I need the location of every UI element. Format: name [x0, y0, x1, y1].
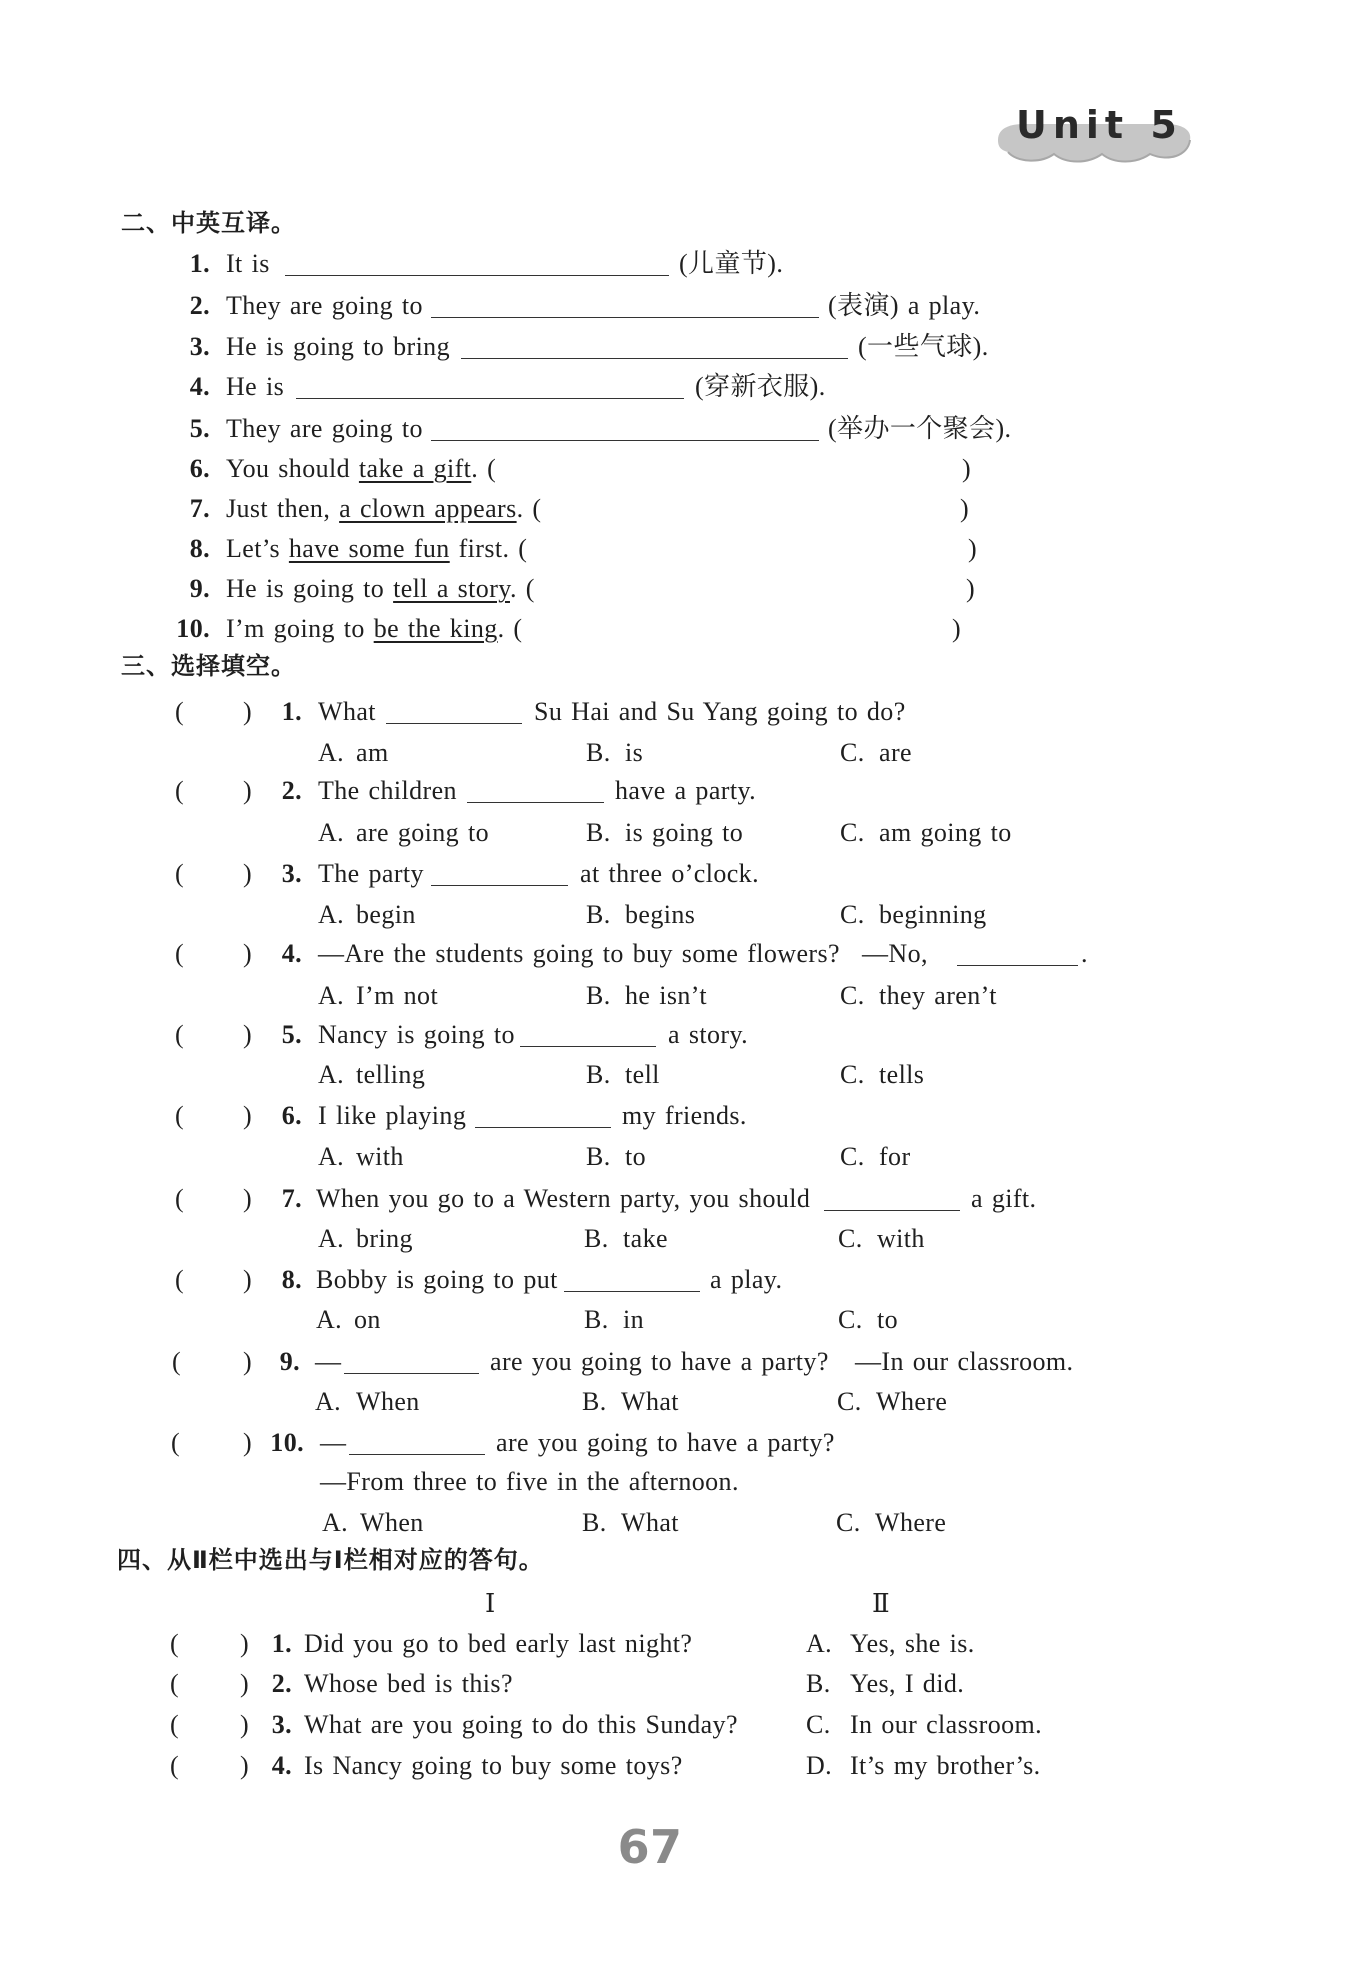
option-text: with	[877, 1224, 925, 1253]
answer-paren-close: )	[243, 776, 253, 805]
question-text-end: my friends.	[622, 1101, 747, 1130]
answer-blank	[475, 1127, 611, 1128]
question-number: 4.	[271, 1751, 292, 1780]
item-number: 4.	[189, 372, 210, 401]
question-text: Bobby is going to put	[316, 1265, 558, 1294]
answer-blank	[467, 802, 604, 803]
item-number: 10.	[176, 614, 210, 643]
option-label: A.	[318, 1224, 345, 1253]
question-number: 2.	[281, 776, 302, 805]
question-text: I like playing	[318, 1101, 467, 1130]
question-number: 3.	[281, 859, 302, 888]
option-label: B.	[584, 1305, 609, 1334]
question-row-continued	[0, 1466, 1350, 1498]
option-text: he isn’t	[625, 981, 707, 1010]
answer-blank	[296, 398, 684, 399]
answer-paren-open: (	[170, 1629, 180, 1658]
question-number: 6.	[281, 1101, 302, 1130]
option-label: B.	[586, 818, 611, 847]
question-number: 1.	[271, 1629, 292, 1658]
answer-paren-close: )	[240, 1629, 250, 1658]
option-label: A.	[318, 818, 345, 847]
question-number: 2.	[271, 1669, 292, 1698]
underlined-phrase: be the king	[373, 614, 498, 643]
option-text: to	[625, 1142, 647, 1171]
option-label: A.	[322, 1508, 349, 1537]
item-sentence	[226, 533, 527, 565]
item-text: They are going to	[226, 291, 423, 320]
answer-paren-open: (	[175, 776, 185, 805]
sentence-start: He is going to	[226, 574, 394, 603]
option-text: are going to	[356, 818, 489, 847]
question-text-end: have a party.	[615, 776, 757, 805]
answer-text: Yes, she is.	[850, 1629, 975, 1658]
option-label: B.	[582, 1508, 607, 1537]
item-text: He is	[226, 372, 285, 401]
option-text: is	[625, 738, 644, 767]
question-text-end: a story.	[668, 1020, 749, 1049]
answer-paren-open: (	[171, 1428, 181, 1457]
question-text: The party	[318, 859, 424, 888]
underlined-phrase: a clown appears	[339, 494, 517, 523]
answer-blank	[285, 275, 669, 276]
response-start: —No,	[862, 939, 928, 968]
item-number: 3.	[189, 332, 210, 361]
answer-paren-open: (	[175, 1265, 185, 1294]
translation-item	[0, 331, 1350, 363]
translation-item	[0, 613, 1350, 645]
answer-paren-close: )	[243, 859, 253, 888]
answer-blank	[824, 1210, 960, 1211]
option-text: I’m not	[356, 981, 439, 1010]
answer-paren-close: )	[243, 1428, 253, 1457]
answer-blank	[520, 1046, 656, 1047]
options-row	[0, 1304, 1350, 1336]
question-row	[0, 1264, 1350, 1296]
answer-text: It’s my brother’s.	[850, 1751, 1041, 1780]
question-number: 8.	[281, 1265, 302, 1294]
item-text: They are going to	[226, 414, 423, 443]
answer-blank	[431, 440, 819, 441]
option-label: B.	[586, 1060, 611, 1089]
option-label: A.	[315, 1387, 342, 1416]
option-text: to	[877, 1305, 899, 1334]
option-label: C.	[836, 1508, 861, 1537]
question-number: 1.	[281, 697, 302, 726]
option-label: A.	[318, 738, 345, 767]
response-text: —In our classroom.	[855, 1347, 1074, 1376]
option-text: begins	[625, 900, 696, 929]
answer-paren-open: (	[170, 1751, 180, 1780]
section4-header	[0, 1544, 1350, 1576]
answer-paren-open: (	[175, 859, 185, 888]
translation-item	[0, 371, 1350, 403]
item-text: He is going to bring	[226, 332, 450, 361]
section3-title: 三、选择填空。	[121, 652, 296, 680]
question-text-end: a play.	[710, 1265, 783, 1294]
translation-item	[0, 453, 1350, 485]
item-number: 6.	[189, 454, 210, 483]
question-text-end: are you going to have a party?	[496, 1428, 835, 1457]
option-text: on	[354, 1305, 381, 1334]
option-label: A.	[318, 981, 345, 1010]
option-label: C.	[840, 1060, 865, 1089]
translation-item	[0, 413, 1350, 445]
sentence-end: . (	[509, 574, 535, 603]
option-text: for	[879, 1142, 911, 1171]
option-label: C.	[840, 981, 865, 1010]
option-label: C.	[840, 1142, 865, 1171]
underlined-phrase: take a gift	[358, 454, 472, 483]
translation-item	[0, 290, 1350, 322]
answer-label: A.	[806, 1629, 833, 1658]
question-number: 7.	[281, 1184, 302, 1213]
section3-header	[0, 650, 1350, 682]
options-row	[0, 737, 1350, 769]
options-row	[0, 817, 1350, 849]
answer-paren-open: (	[175, 939, 185, 968]
option-text: What	[621, 1508, 679, 1537]
sentence-end: . (	[471, 454, 497, 483]
translation-item	[0, 493, 1350, 525]
underlined-phrase: have some fun	[288, 534, 450, 563]
matching-row	[0, 1628, 1350, 1660]
option-text: When	[356, 1387, 420, 1416]
options-row	[0, 1507, 1350, 1539]
answer-text: In our classroom.	[850, 1710, 1043, 1739]
option-text: is going to	[625, 818, 744, 847]
option-text: in	[623, 1305, 645, 1334]
option-text: Where	[875, 1508, 947, 1537]
item-number: 1.	[189, 249, 210, 278]
question-row	[0, 938, 1350, 970]
option-label: C.	[838, 1224, 863, 1253]
answer-paren-open: (	[175, 1101, 185, 1130]
answer-paren-close: )	[243, 1101, 253, 1130]
question-text-end: .	[1081, 939, 1088, 968]
question-text: What	[318, 697, 376, 726]
option-text: they aren’t	[879, 981, 997, 1010]
question-text: —	[320, 1428, 347, 1457]
chinese-hint: (儿童节).	[679, 249, 784, 278]
answer-paren-close: )	[243, 1347, 253, 1376]
sentence-start: You should	[226, 454, 359, 483]
question-text: What are you going to do this Sunday?	[304, 1710, 738, 1739]
options-row	[0, 1386, 1350, 1418]
option-label: A.	[318, 1060, 345, 1089]
option-text: begin	[356, 900, 416, 929]
answer-label: D.	[806, 1751, 833, 1780]
section4-title: 四、从Ⅱ栏中选出与Ⅰ栏相对应的答句。	[117, 1546, 544, 1574]
item-number: 9.	[189, 574, 210, 603]
sentence-end: . (	[516, 494, 542, 523]
section2-header	[0, 207, 1350, 239]
sentence-start: Let’s	[226, 534, 289, 563]
sentence-end: first. (	[449, 534, 528, 563]
question-number: 4.	[281, 939, 302, 968]
item-number: 5.	[189, 414, 210, 443]
option-text: take	[623, 1224, 668, 1253]
answer-paren-close: )	[243, 697, 253, 726]
question-text-end: at three o’clock.	[580, 859, 759, 888]
question-row	[0, 1100, 1350, 1132]
close-paren: )	[960, 494, 970, 523]
option-label: C.	[840, 818, 865, 847]
answer-paren-close: )	[240, 1751, 250, 1780]
close-paren: )	[968, 534, 978, 563]
question-text: Is Nancy going to buy some toys?	[304, 1751, 683, 1780]
answer-paren-open: (	[175, 697, 185, 726]
answer-blank	[349, 1454, 485, 1455]
page-number: 67	[617, 1820, 683, 1874]
translation-item	[0, 248, 1350, 280]
options-row	[0, 1141, 1350, 1173]
option-label: B.	[584, 1224, 609, 1253]
answer-paren-open: (	[172, 1347, 182, 1376]
option-text: bring	[356, 1224, 413, 1253]
underlined-phrase: tell a story	[393, 574, 510, 603]
sentence-start: I’m going to	[226, 614, 374, 643]
section2-title: 二、中英互译。	[121, 209, 296, 237]
question-number: 5.	[281, 1020, 302, 1049]
question-text-end: Su Hai and Su Yang going to do?	[534, 697, 906, 726]
translation-item	[0, 533, 1350, 565]
chinese-hint: (穿新衣服).	[695, 372, 826, 401]
answer-paren-open: (	[170, 1710, 180, 1739]
answer-blank	[564, 1291, 700, 1292]
option-text: telling	[356, 1060, 426, 1089]
item-sentence	[226, 613, 522, 645]
answer-blank	[957, 965, 1078, 966]
answer-paren-open: (	[175, 1020, 185, 1049]
option-text: beginning	[879, 900, 987, 929]
answer-label: C.	[806, 1710, 831, 1739]
question-text-end: a gift.	[971, 1184, 1037, 1213]
option-text: When	[360, 1508, 424, 1537]
option-label: C.	[837, 1387, 862, 1416]
options-row	[0, 1059, 1350, 1091]
option-text: am going to	[879, 818, 1012, 847]
unit-title: Unit 5	[1016, 103, 1183, 147]
answer-paren-open: (	[170, 1669, 180, 1698]
answer-paren-close: )	[243, 939, 253, 968]
sentence-start: Just then,	[226, 494, 340, 523]
question-row	[0, 1346, 1350, 1378]
answer-blank	[431, 317, 819, 318]
chinese-hint: (表演) a play.	[828, 291, 981, 320]
answer-blank	[344, 1373, 479, 1374]
column-ii-heading: Ⅱ	[872, 1589, 891, 1619]
question-row	[0, 1019, 1350, 1051]
answer-paren-close: )	[243, 1020, 253, 1049]
question-text-end: are you going to have a party?	[490, 1347, 829, 1376]
item-sentence	[226, 493, 541, 525]
close-paren: )	[952, 614, 962, 643]
option-label: C.	[840, 900, 865, 929]
item-text: It is	[226, 249, 270, 278]
question-text: When you go to a Western party, you should	[316, 1184, 811, 1213]
answer-blank	[461, 358, 848, 359]
question-row	[0, 696, 1350, 728]
sentence-end: . (	[497, 614, 523, 643]
option-text: tells	[879, 1060, 925, 1089]
question-text: Nancy is going to	[318, 1020, 515, 1049]
option-text: Where	[876, 1387, 948, 1416]
question-row	[0, 775, 1350, 807]
option-text: are	[879, 738, 912, 767]
option-label: A.	[318, 900, 345, 929]
response-text: —From three to five in the afternoon.	[320, 1467, 739, 1496]
option-label: B.	[586, 1142, 611, 1171]
item-sentence	[226, 573, 535, 605]
chinese-hint: (一些气球).	[858, 332, 989, 361]
answer-paren-close: )	[240, 1710, 250, 1739]
option-label: B.	[582, 1387, 607, 1416]
answer-label: B.	[806, 1669, 831, 1698]
answer-paren-close: )	[240, 1669, 250, 1698]
options-row	[0, 899, 1350, 931]
question-row	[0, 858, 1350, 890]
item-number: 7.	[189, 494, 210, 523]
chinese-hint: (举办一个聚会).	[828, 414, 1012, 443]
question-row	[0, 1427, 1350, 1459]
item-sentence	[226, 453, 496, 485]
option-label: B.	[586, 738, 611, 767]
column-i-heading: Ⅰ	[485, 1589, 496, 1619]
answer-blank	[431, 885, 568, 886]
answer-paren-close: )	[243, 1184, 253, 1213]
close-paren: )	[966, 574, 976, 603]
translation-item	[0, 573, 1350, 605]
option-label: C.	[840, 738, 865, 767]
question-number: 9.	[279, 1347, 300, 1376]
option-label: A.	[316, 1305, 343, 1334]
answer-paren-open: (	[175, 1184, 185, 1213]
column-headings	[0, 1588, 1350, 1620]
option-label: C.	[838, 1305, 863, 1334]
question-number: 3.	[271, 1710, 292, 1739]
question-text: —	[315, 1347, 342, 1376]
option-text: What	[621, 1387, 679, 1416]
answer-blank	[386, 723, 522, 724]
matching-row	[0, 1709, 1350, 1741]
option-text: am	[356, 738, 389, 767]
close-paren: )	[962, 454, 972, 483]
options-row	[0, 1223, 1350, 1255]
option-label: B.	[586, 900, 611, 929]
option-text: tell	[625, 1060, 660, 1089]
option-text: with	[356, 1142, 404, 1171]
option-label: B.	[586, 981, 611, 1010]
item-number: 2.	[189, 291, 210, 320]
question-row	[0, 1183, 1350, 1215]
question-text: —Are the students going to buy some flowers?	[318, 939, 840, 968]
question-number: 10.	[270, 1428, 304, 1457]
answer-paren-close: )	[243, 1265, 253, 1294]
options-row	[0, 980, 1350, 1012]
matching-row	[0, 1668, 1350, 1700]
unit-header	[990, 100, 1200, 170]
option-label: A.	[318, 1142, 345, 1171]
question-text: Did you go to bed early last night?	[304, 1629, 693, 1658]
item-number: 8.	[189, 534, 210, 563]
question-text: The children	[318, 776, 457, 805]
matching-row	[0, 1750, 1350, 1782]
question-text: Whose bed is this?	[304, 1669, 513, 1698]
answer-text: Yes, I did.	[850, 1669, 965, 1698]
